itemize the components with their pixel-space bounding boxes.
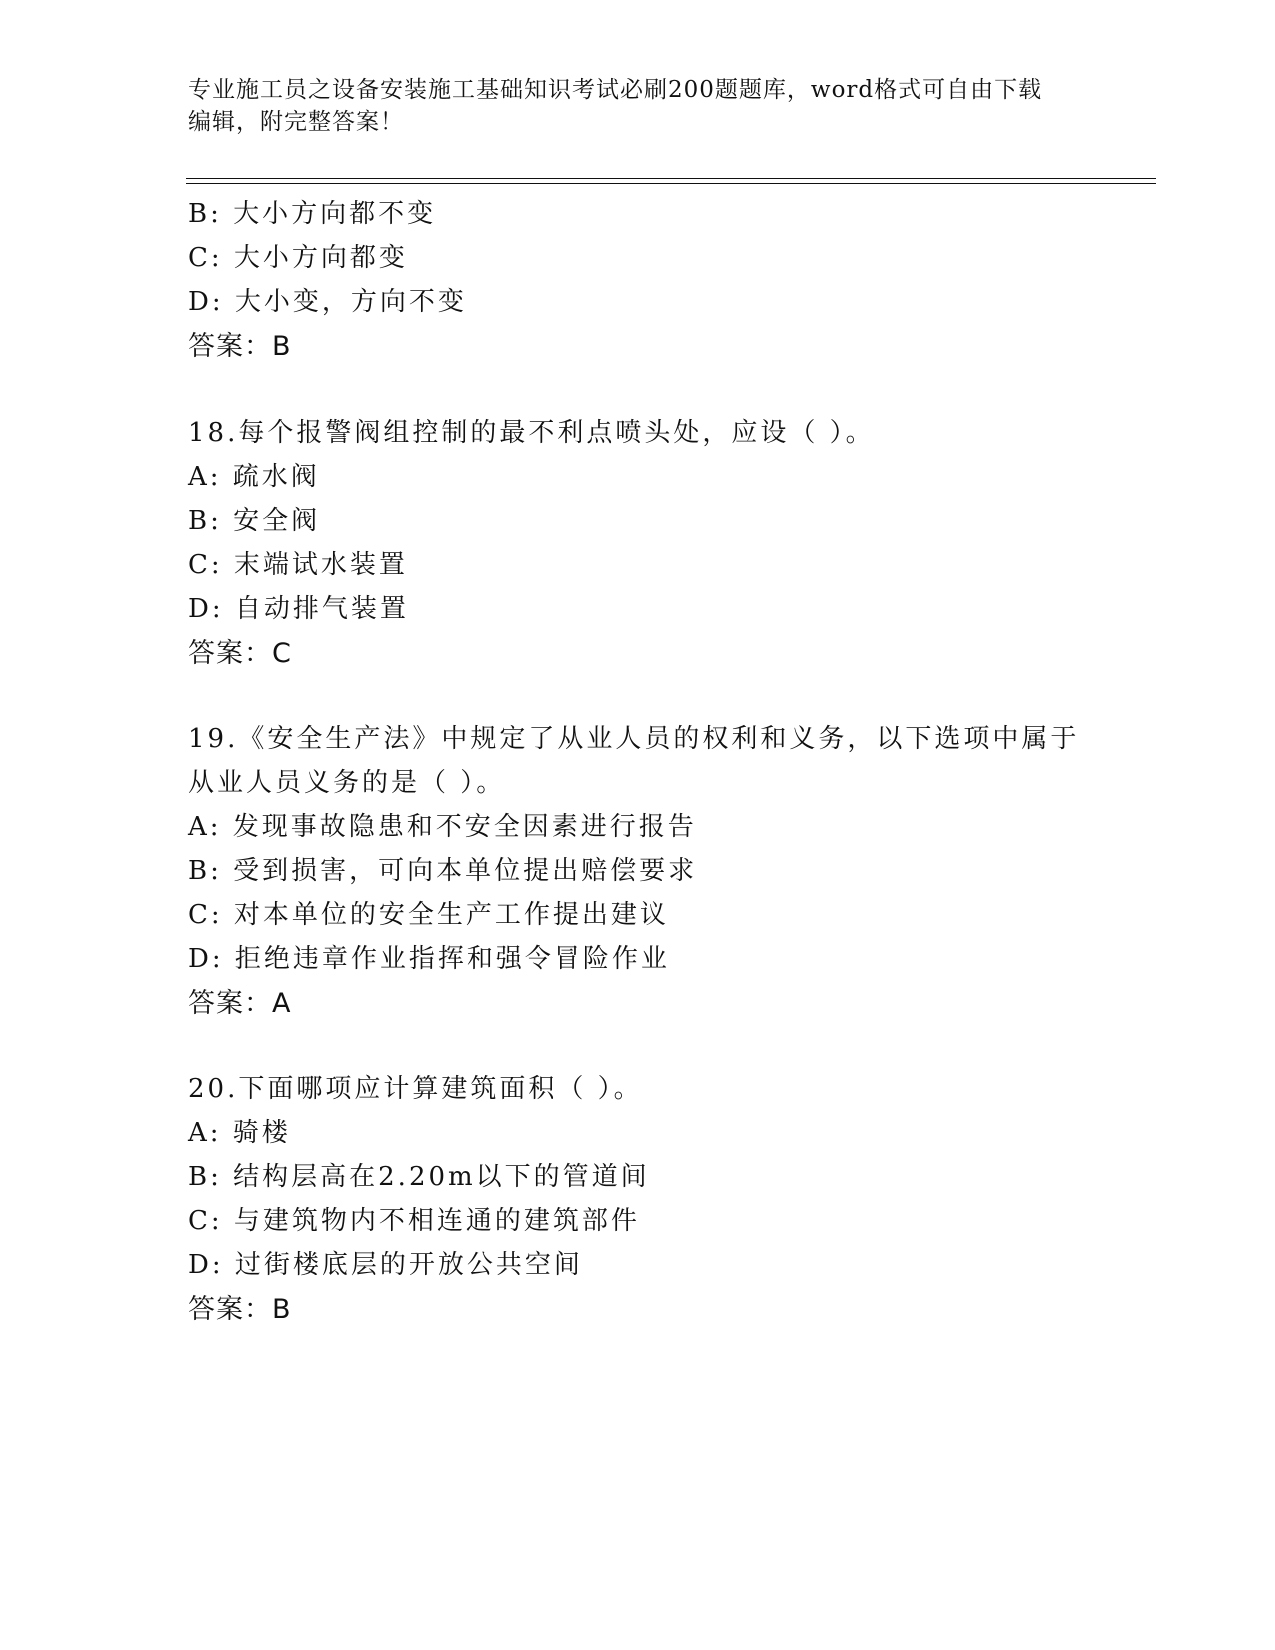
q18-answer: 答案：C <box>188 638 292 669</box>
q20-option-d: D: 过街楼底层的开放公共空间 <box>188 1250 583 1280</box>
q18-stem: 18.每个报警阀组控制的最不利点喷头处，应设（ ）。 <box>188 418 875 448</box>
q18-option-c: C: 末端试水装置 <box>188 550 408 580</box>
q20-stem: 20.下面哪项应计算建筑面积（ ）。 <box>188 1074 643 1104</box>
q17-option-d: D: 大小变，方向不变 <box>188 287 467 317</box>
q20-option-a: A: 骑楼 <box>188 1118 291 1148</box>
q17-option-c: C: 大小方向都变 <box>188 243 408 273</box>
header-divider-bottom <box>186 183 1156 184</box>
q20-option-c: C: 与建筑物内不相连通的建筑部件 <box>188 1206 640 1236</box>
document-header <box>188 74 1088 138</box>
q18-option-a: A: 疏水阀 <box>188 462 320 492</box>
q19-option-c: C: 对本单位的安全生产工作提出建议 <box>188 900 669 930</box>
q19-answer: 答案：A <box>188 988 292 1019</box>
q18-option-d: D: 自动排气装置 <box>188 594 409 624</box>
q19-option-b: B: 受到损害，可向本单位提出赔偿要求 <box>188 856 698 886</box>
q18-option-b: B: 安全阀 <box>188 506 321 536</box>
q19-option-d: D: 拒绝违章作业指挥和强令冒险作业 <box>188 944 670 974</box>
header-line-1: 专业施工员之设备安装施工基础知识考试必刷200题题库，word格式可自由下载 <box>188 77 1043 103</box>
header-line-2: 编辑，附完整答案！ <box>188 109 404 135</box>
q19-option-a: A: 发现事故隐患和不安全因素进行报告 <box>188 812 697 842</box>
q19-stem-line-1: 19.《安全生产法》中规定了从业人员的权利和义务，以下选项中属于 <box>188 724 1080 754</box>
q19-stem-line-2: 从业人员义务的是（ ）。 <box>188 768 506 798</box>
q17-answer: 答案：B <box>188 331 292 362</box>
q20-option-b: B: 结构层高在2.20m以下的管道间 <box>188 1162 650 1192</box>
header-divider-top <box>186 178 1156 179</box>
q20-answer: 答案：B <box>188 1294 292 1325</box>
q17-option-b: B: 大小方向都不变 <box>188 199 437 229</box>
